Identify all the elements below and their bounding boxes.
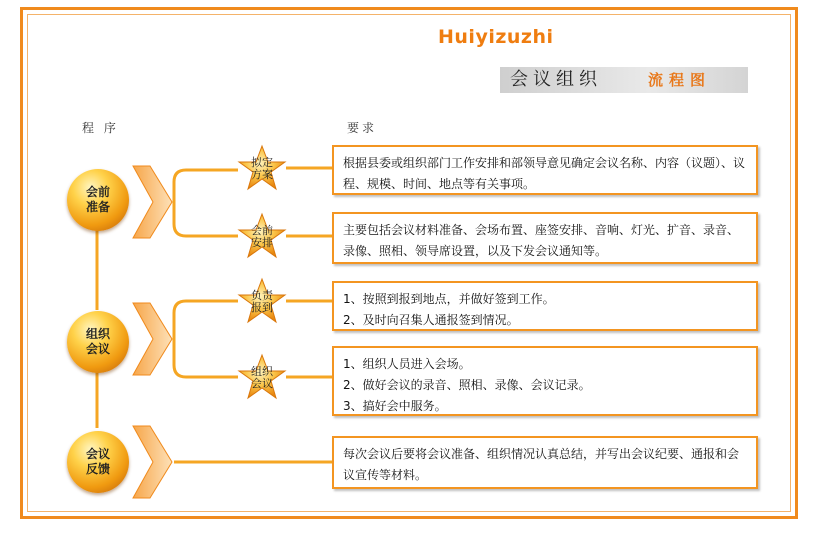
chart-subtitle: 流程图 [648,71,712,89]
step-star-meeting [236,352,288,404]
step-label: 会前 安排 [251,224,273,249]
brand-title: Huiyizuzhi [438,26,554,48]
bracket-2 [174,301,238,377]
requirement-box-register [332,281,758,331]
step-star-arrange [236,211,288,263]
procedure-header: 程 序 [82,121,119,135]
requirement-text: 1、组织人员进入会场。 [343,357,471,371]
chevron-2 [133,303,172,375]
phase-organize [67,311,129,373]
requirement-text: 每次会议后要将会议准备、组织情况认真总结，并写出会议纪要、通报和会议宣传等材料。 [343,447,740,482]
step-label: 负责 报到 [251,289,273,314]
requirement-text: 2、及时向召集人通报签到情况。 [343,313,519,327]
requirement-header: 要求 [347,121,378,135]
phase-label: 会议 反馈 [85,447,110,476]
phase-label: 会前 准备 [85,185,110,214]
chevron-1 [133,166,172,238]
phase-label: 组织 会议 [85,327,110,356]
requirement-box-arrange [332,212,758,264]
requirement-text: 主要包括会议材料准备、会场布置、座签安排、音响、灯光、扩音、录音、录像、照相、领导席设置，以及下发会议通知等。 [343,223,740,258]
requirement-box-feedback [332,436,758,489]
phase-feedback [67,431,129,493]
requirement-text: 2、做好会议的录音、照相、录像、会议记录。 [343,378,591,392]
step-star-plan [236,143,288,195]
bracket-1 [174,170,238,236]
requirement-text: 1、按照到报到地点，并做好签到工作。 [343,292,555,306]
chevron-3 [133,426,172,498]
chart-title: 会议组织 [510,69,602,90]
requirement-box-plan [332,145,758,195]
step-label: 组织 会议 [251,365,273,390]
step-star-register [236,276,288,328]
requirement-box-meeting [332,346,758,416]
requirement-text: 3、搞好会中服务。 [343,399,447,413]
requirement-text: 根据县委或组织部门工作安排和部领导意见确定会议名称、内容（议题）、议程、规模、时间、地点等有关事项。 [343,156,746,191]
step-label: 拟定 方案 [251,156,273,181]
phase-preparation [67,169,129,231]
